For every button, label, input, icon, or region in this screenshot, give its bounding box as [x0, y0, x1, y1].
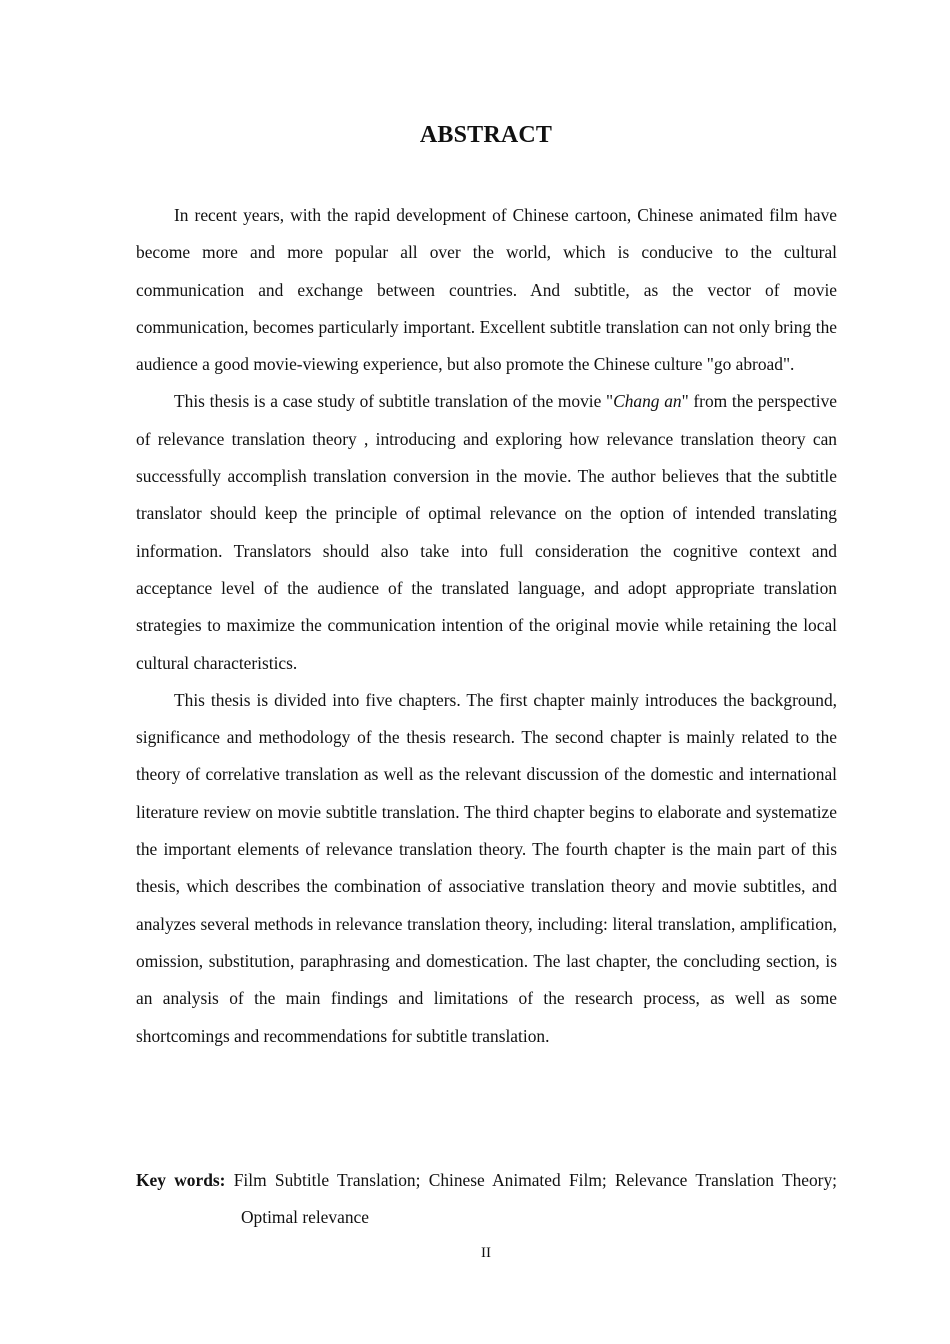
keywords-section — [136, 1162, 837, 1237]
abstract-body — [136, 197, 837, 1055]
keywords-text: Film Subtitle Translation; Chinese Animated Film; Relevance Translation Theory; Optimal relevance — [233, 1170, 838, 1228]
abstract-title: ABSTRACT — [419, 122, 553, 148]
keywords-label: Key words: — [136, 1170, 226, 1190]
paragraph-2-text-after: " from the perspective of relevance translation theory , introducing and exploring how relevance translation theory can successfully accomplish translation conversion in the movie. The author believes that the subtitle translator should keep the principle of optimal relevance on the option of intended translating information. Translators should also take into full consideration the cognitive context and acceptance level of the audience of the translated language, and adopt appropriate translation strategies to maximize the communication intention of the original movie while retaining the local cultural characteristics. — [136, 391, 837, 673]
paragraph-2-text-before: This thesis is a case study of subtitle translation of the movie " — [174, 391, 614, 412]
abstract-paragraph-1: In recent years, with the rapid development of Chinese cartoon, Chinese animated film have become more and more popular all over the world, which is conducive to the cultural communication and exchange between countries. And subtitle, as the vector of movie communication, becomes particularly important. Excellent subtitle translation can not only bring the audience a good movie-viewing experience, but also promote the Chinese culture "go abroad". — [136, 205, 837, 375]
movie-title: Chang an — [613, 391, 682, 412]
abstract-paragraph-2 — [136, 383, 837, 681]
abstract-paragraph-3: This thesis is divided into five chapters. The first chapter mainly introduces the background, significance and methodology of the thesis research. The second chapter is mainly related to the theory of correlative translation as well as the relevant discussion of the domestic and international literature review on movie subtitle translation. The third chapter begins to elaborate and systematize the important elements of relevance translation theory. The fourth chapter is the main part of this thesis, which describes the combination of associative translation theory and movie subtitles, and analyzes several methods in relevance translation theory, including: literal translation, amplification, omission, substitution, paraphrasing and domestication. The last chapter, the concluding section, is an analysis of the main findings and limitations of the research process, as well as some shortcomings and recommendations for subtitle translation. — [136, 689, 837, 1046]
page-number: II — [481, 1245, 491, 1261]
